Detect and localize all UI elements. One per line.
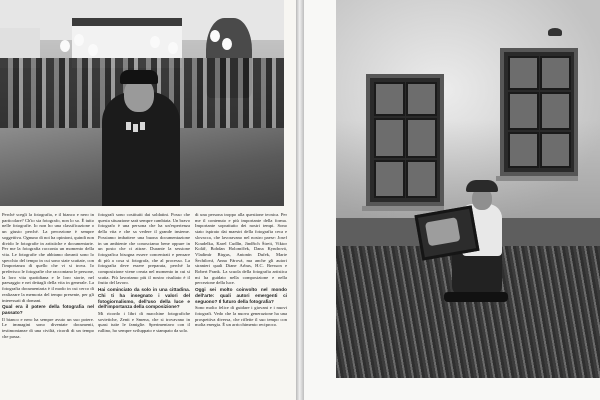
window-pane — [374, 160, 405, 198]
cap-icon — [120, 70, 158, 84]
balloon-icon — [168, 42, 178, 54]
balloon-icon — [210, 30, 220, 42]
window-pane — [508, 56, 539, 90]
left-page — [0, 0, 296, 400]
balloon-icon — [88, 44, 98, 56]
window-pane — [374, 118, 405, 158]
window-pane — [540, 56, 571, 90]
balloon-icon — [74, 34, 84, 46]
paragraph: Perché scegli la fotografia, e il bianco e nero in particolare? Ch'io sia fotografo, non lo so. È tutto nelle fotografie. Io non ho una classificazione o un giusto perché. La percezione è sempre soggettiva. Ognuno di noi ha opinioni, quindi non divido le fotografie in artistiche e documentarie. Per me la fotografia racconta un momento della vita. Le fotografie che abbiamo davanti sono lo specchio del tempo in cui sono state scattate, con l'importanza di quello che vi si trova. Io preferisco le fotografie che raccontano le persone, la loro vita quotidiana e le loro storie, nel paesaggio e nei dettagli della vita in generale. La fotografia documentaria è il modo in cui cerco di realizzare la memoria del tempo presente, per gli interessati di domani. — [2, 212, 94, 303]
boots-icon — [444, 292, 508, 302]
paragraph: Il bianco e nero ha sempre avuto un suo potere. Le immagini sono diventate documenti, testimonianze di una civiltà, ricordi di un tempo che passa. — [2, 316, 94, 339]
window-pane — [540, 132, 571, 168]
question-heading: Oggi sei molto coinvolto nel mondo dell'arte: quali autori emergenti ci seguono? Il futuro della fotografia? — [195, 287, 287, 304]
medal-icon — [133, 124, 138, 132]
window-pane — [406, 160, 437, 198]
balloon-icon — [60, 40, 70, 52]
text-column-3 — [195, 212, 287, 396]
photo-village-parade — [0, 0, 284, 206]
hat-icon — [466, 180, 498, 192]
balloon-icon — [150, 36, 160, 48]
text-column-1 — [2, 212, 94, 396]
text-column-2 — [98, 212, 190, 396]
person-legs — [452, 250, 502, 296]
question-heading: Qual era il potere della fotografia nel passato? — [2, 304, 94, 315]
window-left — [366, 74, 444, 206]
paragraph: fotografi sono costituiti dai soldatini. Posso che questa situazione sarà sempre cambiata. Un bravo fotografo è una persona che ha un'esperienza della vita e che sa vedere il grande insieme. Possiamo imbattere una buona documentazione in un ambiente che conosciamo bene oppure in un posto che ci attrae. Durante la sessione fotografica bisogna essere concentrati e pensare di più a cosa si fotografa, che al processo. La fotografia deve essere preparata, perché la composizione viene creata nel momento in cui si scatta. Più lavoriamo più il nostro risultato è il frutto del lavoro. — [98, 212, 190, 286]
photo-man-with-tv — [336, 0, 600, 378]
window-pane — [406, 82, 437, 116]
paragraph: di una persona troppo alla questione tecnica. Per me il contenuto e più importante della forma. Importante soprattutto dei nostri tempi. Sono stato ispirato dai maestri della fotografia ceca e slovacca, che lavoravano nel nostro paese: Josef Koudelka, Karel Cudlín, Jindřich Štreit, Viktor Kolář, Bohdan Holomíček, Dana Kyndrová, Vladimír Birgus, Antonín Dufek, Marie Šechtlová, Anna Fárová, ma anche gli autori stranieri quali Diane Arbus, H.C. Bresson e Robert Frank. La scuola della fotografia artistica mi ha guidato nella composizione e nella percezione della luce. — [195, 212, 287, 286]
window-pane — [508, 92, 539, 130]
right-page — [304, 0, 600, 400]
book-gutter — [296, 0, 304, 400]
window-pane — [508, 132, 539, 168]
medal-icon — [140, 122, 145, 130]
window-sill — [362, 206, 444, 211]
window-pane — [406, 118, 437, 158]
balloon-icon — [222, 38, 232, 50]
window-right — [500, 48, 578, 176]
window-sill — [496, 176, 578, 181]
paragraph: Mi ricordo i libri di macchine fotografiche sovietiche, Zenit e Smena, che si trovavano in quasi tutte le famiglie. Sperimentavo con il rullino, ho sempre sviluppato e stampato da solo. — [98, 310, 190, 334]
window-pane — [374, 82, 405, 116]
medal-icon — [126, 122, 131, 130]
paragraph: Sono molto felice di guidare i giovani e i nuovi fotografi. Vedo che la nuova generazione ha una prospettiva diversa, che riflette il suo tempo con molta energia. È un arricchimento reciproco. — [195, 305, 287, 328]
tv-screen — [425, 217, 461, 246]
question-heading: Hai cominciato da solo in una cittadina. Chi ti ha insegnato i valori del fotogiornalismo, dell'uso della luce e dell'importanza della composizione? — [98, 287, 190, 310]
window-pane — [540, 92, 571, 130]
lamp-icon — [548, 28, 562, 36]
